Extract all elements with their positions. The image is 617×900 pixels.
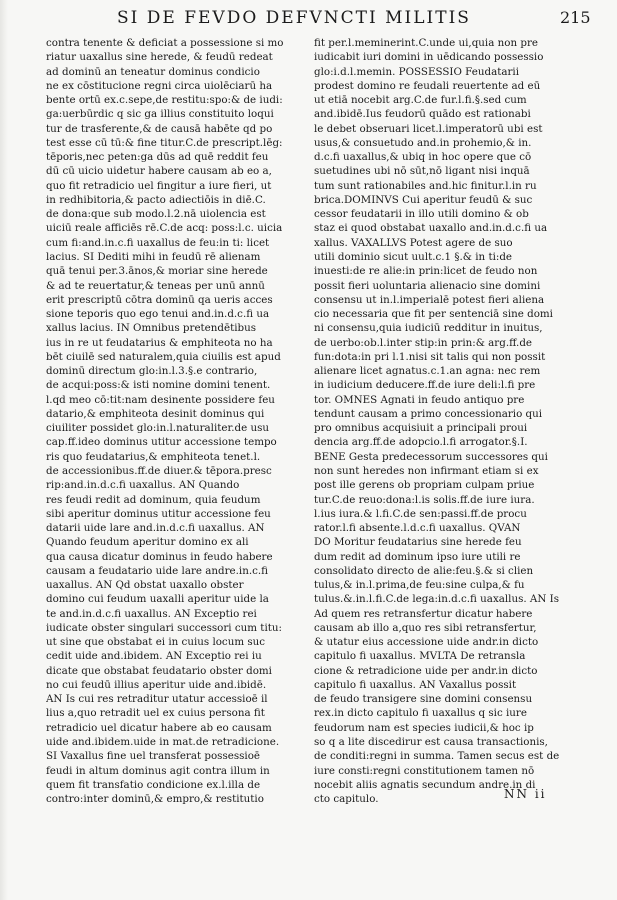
text-line: rip:and.in.d.c.fi uaxallus. AN Quando: [46, 479, 240, 492]
text-line: tulus.&.in.l.fi.C.de lega:in.d.c.fi uaxallus. AN Is: [314, 593, 560, 606]
text-line: contro:inter dominū,& empro,& restitutio: [46, 793, 264, 806]
text-line: rex.in dicto capitulo fi uaxallus q sic iure: [314, 707, 527, 720]
text-line: non sunt heredes non infirmant etiam si ex: [314, 464, 539, 477]
text-line: staz ei quod obstabat uaxallo and.in.d.c.fi ua: [314, 222, 548, 235]
text-line: l.qd meo cō:tit:nam desinente possidere feu: [46, 393, 275, 406]
text-line: dencia arg.ff.de adopcio.l.fi arrogator.§.I.: [314, 436, 528, 449]
text-line: consolidato directo de alie:feu.§.& si clien: [314, 564, 534, 577]
text-line: in redhibitoria,& pacto adiectiōis in diē.C.: [46, 193, 266, 206]
text-line: cione & retradicione uide per andr.in dicto: [314, 664, 538, 677]
text-line: nocebit aliis agnatis secundum andre.in di: [314, 778, 536, 791]
text-line: ga:uerbūrdic q sic ga illius constituito loqui: [46, 108, 274, 121]
text-line: & utatur eius accessione uide andr.in dicto: [314, 636, 539, 649]
text-line: quem fit transfatio condicione ex.l.illa de: [46, 778, 261, 791]
text-line: DO Moritur feudatarius sine herede feu: [314, 536, 522, 549]
text-line: te and.in.d.c.fi uaxallus. AN Exceptio rei: [46, 607, 257, 620]
text-line: de conditi:regni in summa. Tamen secus est de: [314, 750, 560, 763]
text-line: lacius. SI Dediti mihi in feudū rē alienam: [46, 250, 261, 263]
text-line: ad dominū an teneatur dominus condicio: [46, 65, 260, 78]
text-line: feudi in altum dominus agit contra illum in: [46, 764, 270, 777]
text-line: cum fi:and.in.c.fi uaxallus de feu:in ti: licet: [46, 236, 270, 249]
text-line: & ad te reuertatur,& teneas per unū annū: [46, 279, 265, 292]
text-line: res feudi redit ad dominum, quia feudum: [46, 493, 261, 506]
text-line: causam a feudatario uide lare andre.in.c.fi: [46, 564, 269, 577]
text-line: fit per.l.meminerint.C.unde ui,quia non pre: [314, 37, 538, 49]
text-line: ni consensu,quia iudiciū redditur in inuitus,: [314, 322, 543, 335]
text-line: tēporis,nec peten:ga dūs ad quē reddit feu: [46, 151, 269, 164]
text-line: lius a,quo retradit uel ex cuius persona fit: [46, 707, 265, 720]
text-line: iudicabit iuri domini in uēdicando possessio: [314, 51, 544, 64]
page-gutter-shadow: [0, 0, 8, 900]
text-line: retradicio uel dicatur habere ab eo causam: [46, 721, 272, 734]
text-line: brica.DOMINVS Cui aperitur feudū & suc: [314, 193, 533, 206]
text-line: post ille gerens ob propriam culpam priue: [314, 479, 535, 492]
text-line: prodest domino re feudali reuertente ad eū: [314, 79, 541, 92]
text-line: ut sine que obstabat ei in cuius locum suc: [46, 636, 266, 649]
text-line: sibi aperitur dominus utitur accessione feu: [46, 507, 271, 520]
text-line: rator.l.fi absente.l.d.c.fi uaxallus. QVAN: [314, 522, 521, 535]
text-line: tur.C.de reuo:dona:l.is solis.ff.de iure iura.: [314, 493, 535, 506]
text-line: dum redit ad dominum ipso iure utili re: [314, 550, 521, 563]
text-line: and.ibidē.Ius feudorū quādo est rationabi: [314, 108, 531, 121]
text-line: de uerbo:ob.l.inter stip:in prin:& arg.ff.de: [314, 336, 532, 349]
left-text-column: [46, 36, 311, 806]
text-line: dicate que obstabat feudatario obster domi: [46, 664, 272, 677]
text-line: causam ab illo a,quo res sibi retransfertur,: [314, 621, 537, 634]
text-line: dū cū uicio uidetur habere causam ab eo a,: [46, 165, 272, 178]
text-line: riatur uaxallus sine herede, & feudū redeat: [46, 51, 273, 64]
text-line: de feudo transigere sine domini consensu: [314, 693, 533, 706]
text-line: qua causa dicatur dominus in feudo habere: [46, 550, 273, 563]
right-text-column: [314, 36, 576, 806]
text-line: uide and.ibidem.uide in mat.de retradicione.: [46, 736, 280, 749]
text-line: ris quo feudatarius,& emphiteota tenet.l.: [46, 450, 261, 463]
text-line: de accessionibus.ff.de diuer.& tēpora.presc: [46, 464, 272, 477]
text-line: alienare licet agnatus.c.1.an agna: nec rem: [314, 365, 541, 378]
text-line: possit fieri uoluntaria alienacio sine domini: [314, 279, 541, 292]
text-line: bente ortū ex.c.sepe,de restitu:spo:& de iudi:: [46, 94, 283, 107]
text-line: domino cui feudum uaxalli aperitur uide la: [46, 593, 269, 606]
text-line: xallus. VAXALLVS Potest agere de suo: [314, 236, 513, 249]
text-line: iure consti:regni constitutionem tamen nō: [314, 764, 535, 777]
running-head: SI DE FEVDO DEFVNCTI MILITIS: [117, 8, 471, 28]
text-line: cedit uide and.ibidem. AN Exceptio rei iu: [46, 650, 262, 663]
text-line: fun:dota:in pri l.1.nisi sit talis qui non possit: [314, 350, 546, 363]
text-line: SI Vaxallus fine uel transferat possessioē: [46, 750, 261, 763]
text-line: tum sunt rationabiles and.hic finitur.l.in ru: [314, 179, 537, 192]
text-line: utili dominio sicut uult.c.1 §.& in ti:de: [314, 250, 513, 263]
text-line: Ad quem res retransfertur dicatur habere: [314, 607, 533, 620]
text-line: pro omnibus acquisiuit a principali proui: [314, 422, 528, 435]
text-line: glo:i.d.l.memin. POSSESSIO Feudatarii: [314, 65, 519, 78]
text-line: de dona:que sub modo.l.2.nā uiolencia est: [46, 208, 266, 221]
text-line: Quando feudum aperitur domino ex ali: [46, 536, 249, 549]
text-line: tor. OMNES Agnati in feudo antiquo pre: [314, 393, 525, 406]
text-line: in iudicium deducere.ff.de iure deli:l.fi pre: [314, 379, 536, 392]
text-line: inuesti:de re alie:in prin:licet de feudo non: [314, 265, 538, 278]
signature-mark: NN ii: [504, 787, 547, 801]
text-line: le debet obseruari licet.l.imperatorū ubi est: [314, 122, 543, 135]
text-line: ne ex cōstitucione regni circa uiolēciarū ha: [46, 79, 273, 92]
text-line: uiciū reale afficiēs rē.C.de acq: poss:l.c. uicia: [46, 222, 283, 235]
text-line: test esse cū tū:& fine titur.C.de prescript.lēg:: [46, 136, 283, 149]
text-line: cio necessaria que fit per sentenciā sine domi: [314, 308, 553, 321]
text-line: AN Is cui res retraditur utatur accessioē il: [46, 693, 268, 706]
text-line: datarii uide lare and.in.d.c.fi uaxallus. AN: [46, 522, 265, 535]
text-line: sione teporis quo ego tenui and.in.d.c.fi ua: [46, 308, 270, 321]
text-line: usus,& consuetudo and.in prohemio,& in.: [314, 136, 532, 149]
text-line: suetudines ubi nō sūt,nō ligant nisi inquā: [314, 165, 530, 178]
text-line: capitulo fi uaxallus. MVLTA De retransla: [314, 650, 526, 663]
text-line: uaxallus. AN Qd obstat uaxallo obster: [46, 579, 244, 592]
text-line: datario,& emphiteota desinit dominus qui: [46, 407, 265, 420]
text-line: capitulo fi uaxallus. AN Vaxallus possit: [314, 678, 517, 691]
text-line: iudicate obster singulari successori cum titu:: [46, 621, 282, 634]
text-line: erit prescriptū cōtra dominū qa ueris acces: [46, 293, 273, 306]
page-footer: [314, 787, 576, 807]
text-line: cap.ff.ideo dominus utitur accessione tempo: [46, 436, 277, 449]
folio-number: 215: [560, 8, 591, 27]
text-line: tulus,& in.l.prima,de feu:sine culpa,& fu: [314, 579, 525, 592]
text-line: bēt ciuilē sed naturalem,quia ciuilis est apud: [46, 350, 281, 363]
text-line: d.c.fi uaxallus,& ubiq in hoc opere que cō: [314, 151, 532, 164]
text-line: cessor feudatarii in illo utili domino & ob: [314, 208, 529, 221]
text-line: xallus lacius. IN Omnibus pretendētibus: [46, 322, 257, 335]
text-line: contra tenente & deficiat a possessione si mo: [46, 37, 284, 49]
text-line: feudorum nam est species iudicii,& hoc ip: [314, 721, 534, 734]
text-line: consensu ut in.l.imperialē potest fieri aliena: [314, 293, 545, 306]
text-line: quā tenui per.3.ānos,& moriar sine herede: [46, 265, 268, 278]
text-line: ciuiliter possidet glo:in.l.naturaliter.de usu: [46, 422, 270, 435]
text-line: dominū directum glo:in.l.3.§.e contrario,: [46, 365, 258, 378]
page-header: [0, 0, 617, 36]
text-line: so q a lite discedirur est causa transactionis,: [314, 736, 548, 749]
text-line: l.ius iura.& l.fi.C.de sen:passi.ff.de procu: [314, 507, 527, 520]
text-line: no cui feudū illius aperitur uide and.ibidē.: [46, 678, 267, 691]
text-line: tendunt causam a primo concessionario qui: [314, 407, 543, 420]
text-line: ut etiā nocebit arg.C.de fur.l.fi.§.sed cum: [314, 94, 527, 107]
text-line: ius in re ut feudatarius & emphiteota no ha: [46, 336, 273, 349]
text-line: quo fit retradicio uel fingitur a iure fieri, ut: [46, 179, 272, 192]
text-line: cto capitulo.: [314, 793, 379, 806]
text-line: BENE Gesta predecessorum successores qui: [314, 450, 548, 463]
text-line: tur de trasferente,& de causā habēte qd po: [46, 122, 273, 135]
text-line: de acqui:poss:& isti nomine domini tenent.: [46, 379, 271, 392]
